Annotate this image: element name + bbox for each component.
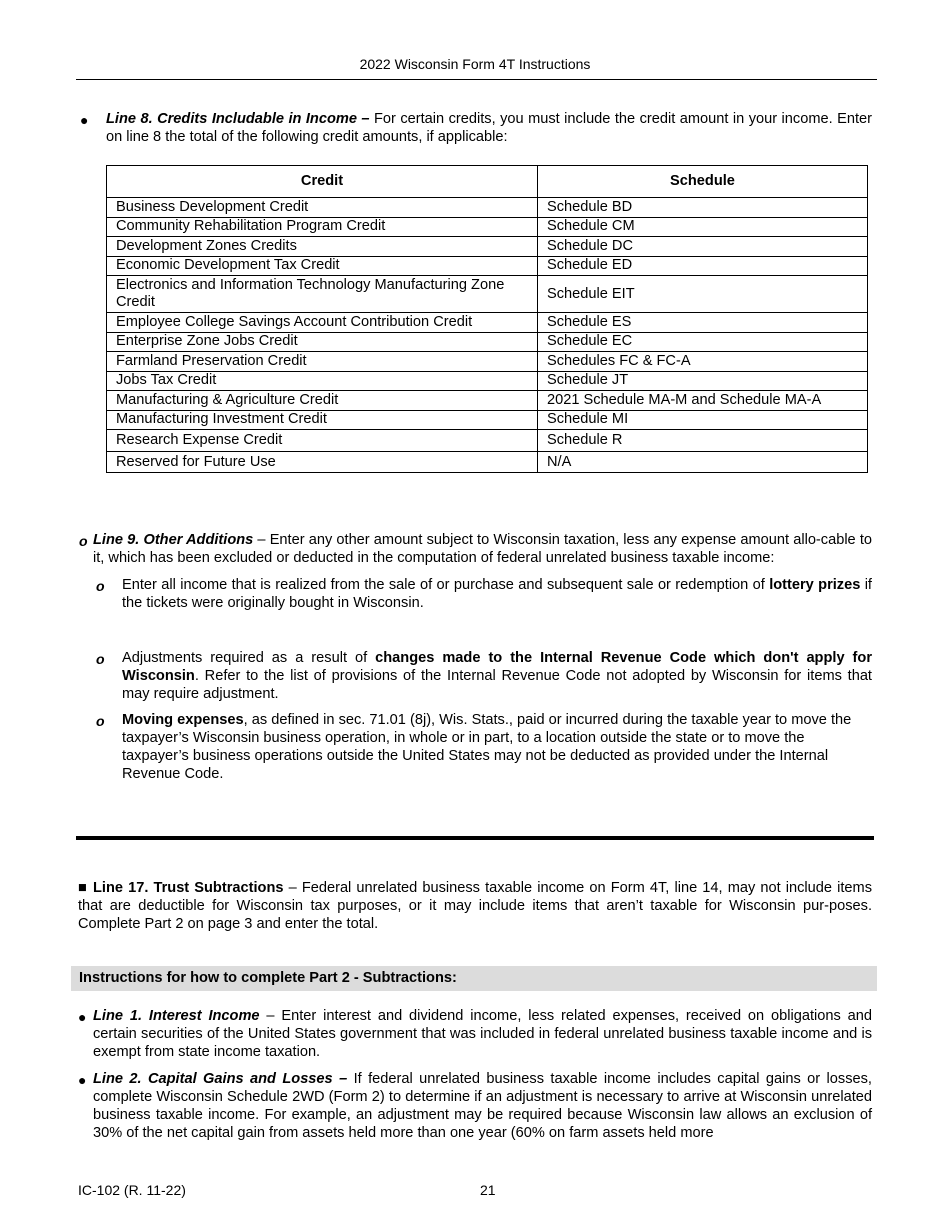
credit-cell: Employee College Savings Account Contribution Credit <box>107 313 538 333</box>
bullet-icon: ● <box>78 1009 87 1025</box>
line9-lead: Line 9. Other Additions <box>93 532 254 548</box>
header-credit: Credit <box>107 166 538 198</box>
square-bullet-icon: ■ <box>78 880 88 896</box>
schedule-cell: Schedule CM <box>538 217 868 237</box>
part2-line1-paragraph <box>93 1007 872 1061</box>
line8-lead: Line 8. Credits Includable in Income – <box>106 111 370 127</box>
table-row <box>107 430 868 452</box>
part2-heading: Instructions for how to complete Part 2 - Subtractions: <box>79 970 457 986</box>
schedule-cell: 2021 Schedule MA-M and Schedule MA-A <box>538 391 868 411</box>
credit-cell: Reserved for Future Use <box>107 452 538 473</box>
line17-text: – Federal unrelated business taxable income on Form 4T, line 14, may not include items that are deductible for Wisconsin tax purposes, or it may include items that aren’t taxable for Wisconsin pur-poses. Complete Part 2 on page 3 and enter the total. <box>78 880 872 932</box>
line9-item-lottery <box>122 576 872 612</box>
item-bold: lottery prizes <box>769 577 861 593</box>
line9-marker-icon: o <box>79 533 88 549</box>
table-row <box>107 391 868 411</box>
part2-line2-paragraph <box>93 1070 872 1142</box>
line9-text: – Enter any other amount subject to Wisconsin taxation, less any expense amount allo-cable to it, which has been excluded or deducted in the computation of federal unrelated business taxable income: <box>93 532 872 566</box>
part2-line2-text: If federal unrelated business taxable income includes capital gains or losses, complete Wisconsin Schedule 2WD (Form 2) to determine if an adjustment is necessary to arrive at Wisconsin unrelated business taxable income. For example, an adjustment may be required because Wisconsin law allows an exclusion of 30% of the net capital gain from assets held more than one year (60% on farm assets held more <box>93 1071 872 1141</box>
line17-paragraph <box>78 879 872 933</box>
table-row <box>107 237 868 257</box>
credit-cell: Economic Development Tax Credit <box>107 256 538 276</box>
part2-line1-lead: Line 1. Interest Income <box>93 1008 260 1024</box>
table-row <box>107 217 868 237</box>
bullet-icon: ● <box>78 1072 87 1088</box>
credits-table-body <box>107 198 868 473</box>
part2-line1-text: – Enter interest and dividend income, less related expenses, received on obligations and certain securities of the United States government that was included in federal unrelated business taxable income and is exempt from state income taxation. <box>93 1008 872 1060</box>
item-bold: changes made to the Internal Revenue Code which don't apply for Wisconsin <box>122 650 872 684</box>
schedule-cell: Schedule EIT <box>538 276 868 313</box>
credit-cell: Research Expense Credit <box>107 430 538 452</box>
sub-bullet-icon: o <box>96 578 105 594</box>
header-schedule: Schedule <box>538 166 868 198</box>
table-row <box>107 313 868 333</box>
sub-bullet-icon: o <box>96 713 105 729</box>
credit-cell: Enterprise Zone Jobs Credit <box>107 332 538 352</box>
item-text: if the tickets were originally bought in Wisconsin. <box>122 577 872 611</box>
table-row <box>107 276 868 313</box>
table-row <box>107 332 868 352</box>
line9-item-moving-expenses <box>122 711 872 783</box>
credit-cell: Manufacturing Investment Credit <box>107 410 538 430</box>
page-header-title: 2022 Wisconsin Form 4T Instructions <box>359 56 591 72</box>
schedule-cell: Schedule R <box>538 430 868 452</box>
schedule-cell: Schedule EC <box>538 332 868 352</box>
schedule-cell: Schedule MI <box>538 410 868 430</box>
table-header-row <box>107 166 868 198</box>
sub-bullet-icon: o <box>96 651 105 667</box>
credit-cell: Jobs Tax Credit <box>107 371 538 391</box>
header-divider <box>76 79 877 80</box>
table-row <box>107 256 868 276</box>
line17-lead: Line 17. Trust Subtractions <box>92 880 284 896</box>
table-row <box>107 452 868 473</box>
table-row <box>107 352 868 372</box>
table-row <box>107 371 868 391</box>
schedule-cell: Schedules FC & FC-A <box>538 352 868 372</box>
part2-line2-lead: Line 2. Capital Gains and Losses – <box>93 1071 348 1087</box>
section-divider <box>76 836 874 840</box>
item-text: , as defined in sec. 71.01 (8j), Wis. Stats., paid or incurred during the taxable year to move the taxpayer’s Wisconsin business operation, in whole or in part, to a location outside the state or to move the taxpayer’s business operations outside the United States may not be deducted as provided under the Internal Revenue Code. <box>122 712 852 782</box>
item-text: Enter all income that is realized from the sale of or purchase and subsequent sale or redemption of <box>122 577 770 593</box>
table-row <box>107 198 868 218</box>
line9-paragraph <box>93 531 872 567</box>
item-bold: Moving expenses <box>122 712 244 728</box>
schedule-cell: N/A <box>538 452 868 473</box>
line9-item-irc-changes <box>122 649 872 703</box>
item-text: . Refer to the list of provisions of the Internal Revenue Code not adopted by Wisconsin for items that may require adjustment. <box>122 668 872 702</box>
schedule-cell: Schedule DC <box>538 237 868 257</box>
schedule-cell: Schedule ED <box>538 256 868 276</box>
footer-form-number: IC-102 (R. 11-22) <box>78 1182 186 1198</box>
credit-cell: Manufacturing & Agriculture Credit <box>107 391 538 411</box>
bullet-icon: ● <box>80 112 89 128</box>
footer-page-number: 21 <box>480 1182 496 1198</box>
credits-table <box>106 165 868 473</box>
schedule-cell: Schedule JT <box>538 371 868 391</box>
schedule-cell: Schedule ES <box>538 313 868 333</box>
credit-cell: Community Rehabilitation Program Credit <box>107 217 538 237</box>
credit-cell: Electronics and Information Technology Manufacturing Zone Credit <box>107 276 538 313</box>
item-text: Adjustments required as a result of <box>122 650 376 666</box>
table-row <box>107 410 868 430</box>
credit-cell: Development Zones Credits <box>107 237 538 257</box>
line8-paragraph <box>106 110 872 146</box>
line8-text: For certain credits, you must include the credit amount in your income. Enter on line 8 the total of the following credit amounts, if applicable: <box>106 111 872 145</box>
schedule-cell: Schedule BD <box>538 198 868 218</box>
credit-cell: Business Development Credit <box>107 198 538 218</box>
credit-cell: Farmland Preservation Credit <box>107 352 538 372</box>
